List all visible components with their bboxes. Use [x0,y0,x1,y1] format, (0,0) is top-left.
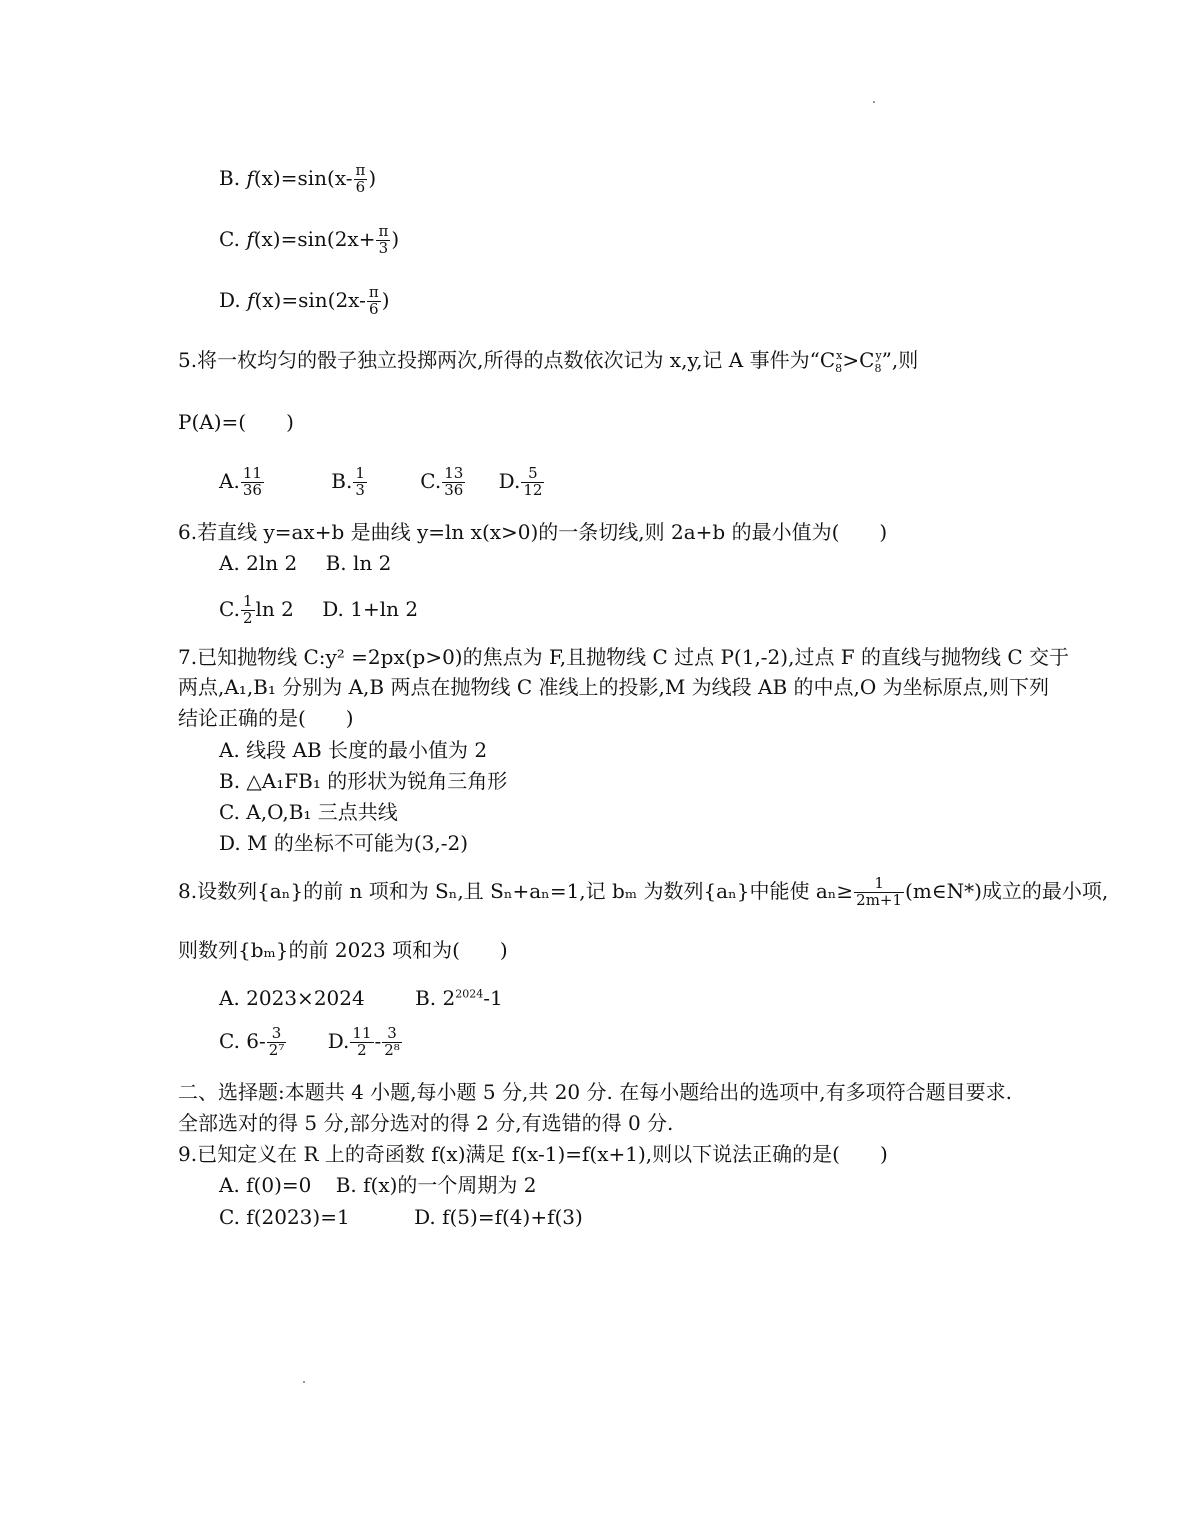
q4-option-d: D. f(x)=sin(2x- $\frac{\pi}{6}$ ) [219,283,390,318]
q8-options-row2 [219,1026,403,1059]
q7-stem-line2: 两点,A₁,B₁ 分别为 A,B 两点在抛物线 C 准线上的投影,M 为线段 AB 的中点,O 为坐标原点,则下列 [178,675,1049,699]
q8-options-row1 [219,988,503,1008]
combination-c8x: $C_8^x$ [819,348,843,375]
q7-option-c: C. A,O,B₁ 三点共线 [219,800,398,824]
q9-option-b: B. f(x)的一个周期为 2 [335,1173,537,1197]
q6-option-a: A. 2ln 2 [219,551,298,575]
q8-stem-line1: 8.设数列{aₙ}的前 n 项和为 Sₙ,且 Sₙ+aₙ=1,记 bₘ 为数列{aₙ}中能使 aₙ≥ $\frac{1}{2m+1}$ (m∈N*)成立的最小项, [178,874,1109,909]
q8-stem-line2: 则数列{bₘ}的前 2023 项和为( ) [178,938,508,962]
q6-option-b: B. ln 2 [325,551,392,575]
speck-mark [303,1381,305,1383]
q8-option-d: D. $\frac{11}{2}$ - $\frac{3}{\text{2⁸}}$ [327,1024,400,1059]
fraction: $\frac{1}{2m+1}$ [856,874,903,909]
fraction: $\frac{\pi}{6}$ [355,161,366,196]
q7-stem-line3: 结论正确的是( ) [178,706,354,730]
q5-option-a: A. $\frac{11}{36}$ [219,464,262,499]
q9-option-d: D. f(5)=f(4)+f(3) [414,1205,583,1229]
q5-stem-line1: 5.将一枚均匀的骰子独立投掷两次,所得的点数依次记为 x,y,记 A 事件为“$C_8^x>C_8^y$”,则 [178,348,919,375]
q9-option-c: C. f(2023)=1 [219,1205,350,1229]
q5-option-c: C. $\frac{13}{36}$ [420,464,464,499]
q9-stem: 9.已知定义在 R 上的奇函数 f(x)满足 f(x-1)=f(x+1),则以下说法正确的是( ) [178,1142,888,1166]
q9-options-row2 [219,1207,583,1227]
q7-stem-line1: 7.已知抛物线 C:y² =2px(p>0)的焦点为 F,且抛物线 C 过点 P(1,-2),过点 F 的直线与抛物线 C 交于 [178,645,1070,669]
section2-heading-line2: 全部选对的得 5 分,部分选对的得 2 分,有选错的得 0 分. [178,1111,674,1135]
q5-options [219,466,545,499]
q8-option-b: B. $2^{2024}-1$ [415,986,503,1010]
q8-option-c: C. 6- $\frac{3}{\text{2⁷}}$ [219,1024,285,1059]
q6-option-d: D. 1+ln 2 [322,596,419,621]
q9-option-a: A. f(0)=0 [219,1173,312,1197]
q7-option-d: D. M 的坐标不可能为(3,-2) [219,831,469,855]
q8-option-a: A. 2023×2024 [219,986,365,1010]
fraction: $\frac{\pi}{3}$ [378,222,389,257]
q5-option-b: B. $\frac{1}{3}$ [331,464,365,499]
speck-mark [873,101,875,103]
fraction: $\frac{\pi}{6}$ [368,283,379,318]
section2-heading-line1: 二、选择题:本题共 4 小题,每小题 5 分,共 20 分. 在每小题给出的选项中,有多项符合题目要求. [178,1080,1012,1104]
combination-c8y: $C_8^y$ [859,348,882,375]
q9-options-row1 [219,1175,537,1195]
q4-option-b: B. f(x)=sin(x- $\frac{\pi}{6}$ ) [219,161,377,196]
q7-option-b: B. △A₁FB₁ 的形状为锐角三角形 [219,769,508,793]
q6-stem: 6.若直线 y=ax+b 是曲线 y=ln x(x>0)的一条切线,则 2a+b 的最小值为( ) [178,520,888,544]
q6-option-c: C. $\frac{1}{2}$ ln 2 [219,592,294,627]
q5-stem-line2: P(A)=( ) [178,410,294,434]
q5-option-d: D. $\frac{5}{12}$ [498,464,543,499]
q4-option-c: C. f(x)=sin(2x+ $\frac{\pi}{3}$ ) [219,222,400,257]
q6-options-row1 [219,553,391,573]
q7-option-a: A. 线段 AB 长度的最小值为 2 [219,738,488,762]
q6-options-row2 [219,594,418,627]
